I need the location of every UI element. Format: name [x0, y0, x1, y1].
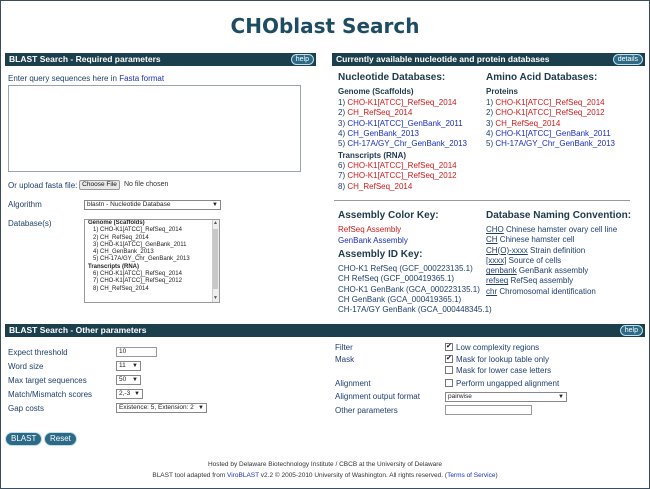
- list-item: [xxxx] Source of cells: [486, 255, 562, 265]
- word-size-select[interactable]: 11 ▼: [116, 361, 141, 371]
- list-item: 1) CHO-K1[ATCC]_RefSeq_2014: [338, 98, 457, 107]
- filter-label: Filter: [335, 343, 353, 352]
- other-params-input[interactable]: [445, 405, 532, 415]
- low-complexity-label: Low complexity regions: [456, 343, 540, 352]
- list-item: CH-17A/GY GenBank (GCA_000448345.1): [338, 305, 492, 315]
- databases-bar-title: Currently available nucleotide and protein databases: [336, 54, 550, 64]
- no-file-label: No file chosen: [124, 181, 169, 188]
- list-item: 2) CHO-K1[ATCC]_RefSeq_2012: [486, 108, 605, 118]
- list-item: CHO-K1 GenBank (GCA_000223135.1): [338, 284, 480, 294]
- databases-bar: [332, 53, 645, 66]
- scrollbar-thumb[interactable]: [213, 229, 218, 289]
- id-key-list: [338, 264, 492, 315]
- match-mismatch-select[interactable]: 2,-3 ▼: [116, 389, 143, 399]
- list-item: CH(O)-xxxx Strain definition: [486, 245, 586, 255]
- output-format-select[interactable]: pairwise ▼: [445, 392, 567, 402]
- genbank-assembly-key: GenBank Assembly: [338, 236, 408, 245]
- low-complexity-checkbox[interactable]: [445, 343, 453, 351]
- other-params-title: BLAST Search - Other parameters: [9, 325, 147, 335]
- list-item: CHO-K1 RefSeq (GCF_000223135.1): [338, 264, 473, 273]
- scroll-up-icon[interactable]: ▲: [213, 220, 218, 226]
- gap-costs-select[interactable]: Existence: 5, Extension: 2 ▼: [116, 403, 207, 413]
- list-item: 7) CHO-K1[ATCC]_RefSeq_2012: [338, 171, 457, 181]
- dropdown-arrow-icon: ▼: [198, 405, 204, 411]
- list-item: 3) CH_RefSeq_2014: [486, 118, 561, 128]
- refseq-assembly-key: RefSeq Assembly: [338, 225, 402, 234]
- mask-lower-label: Mask for lower case letters: [456, 366, 552, 375]
- output-format-label: Alignment output format: [335, 392, 420, 401]
- list-item[interactable]: 5) CH-17A/GY_Chr_GenBank_2013: [93, 256, 190, 263]
- upload-label: Or upload fasta file:: [8, 181, 78, 190]
- max-target-label: Max target sequences: [8, 376, 87, 385]
- list-item: CH Chinese hamster cell: [486, 235, 575, 245]
- algorithm-select[interactable]: blastn - Nucleotide Database ▼: [84, 200, 221, 210]
- amino-header: Amino Acid Databases:: [486, 72, 598, 83]
- listbox-group-genome: Genome (Scaffolds): [88, 220, 145, 226]
- alignment-label: Alignment: [335, 379, 371, 388]
- required-params-title: BLAST Search - Required parameters: [9, 54, 161, 64]
- fasta-format-link[interactable]: Fasta format: [119, 74, 165, 83]
- section-divider: [334, 200, 630, 201]
- naming-list: [486, 225, 617, 297]
- list-item: 4) CH_GenBank_2013: [338, 128, 419, 138]
- dropdown-arrow-icon: ▼: [212, 202, 218, 208]
- mask-lower-checkbox[interactable]: [445, 366, 453, 374]
- dropdown-arrow-icon: ▼: [132, 363, 138, 369]
- list-item: 8) CH_RefSeq_2014: [338, 181, 413, 191]
- protein-list: [486, 98, 615, 149]
- list-item: refseq RefSeq assembly: [486, 276, 574, 286]
- other-params-bar: [5, 324, 645, 337]
- list-item: 1) CHO-K1[ATCC]_RefSeq_2014: [486, 98, 605, 107]
- list-item[interactable]: 4) CH_GenBank_2013: [93, 249, 154, 256]
- list-item: genbank GenBank assembly: [486, 266, 589, 276]
- list-item: 3) CHO-K1[ATCC]_GenBank_2011: [338, 118, 463, 128]
- dropdown-arrow-icon: ▼: [558, 394, 564, 400]
- listbox-group-transcripts: Transcripts (RNA): [88, 263, 140, 270]
- transcript-list: [338, 161, 457, 192]
- dropdown-arrow-icon: ▼: [134, 391, 140, 397]
- expect-input[interactable]: 10: [116, 347, 157, 357]
- list-item: 4) CHO-K1[ATCC]_GenBank_2011: [486, 128, 611, 138]
- mask-label: Mask: [335, 355, 355, 364]
- naming-header: Database Naming Convention:: [486, 210, 632, 221]
- query-label: Enter query sequences here in Fasta format: [8, 74, 165, 83]
- list-item[interactable]: 3) CHO-K1[ATCC]_GenBank_2011: [93, 241, 187, 248]
- blast-button[interactable]: BLAST: [5, 432, 42, 446]
- footer-hosted: Hosted by Delaware Biotechnology Institute / CBCB at the University of Delaware: [207, 461, 443, 468]
- mask-lookup-label: Mask for lookup table only: [456, 355, 549, 364]
- required-params-bar: [5, 53, 316, 66]
- color-key-header: Assembly Color Key:: [338, 210, 439, 221]
- list-item: CHO Chinese hamster ovary cell line: [486, 225, 618, 234]
- list-item: chr Chromosomal identification: [486, 286, 596, 296]
- list-item: CH GenBank (GCA_000419365.1): [338, 294, 462, 304]
- ungapped-checkbox[interactable]: [445, 379, 453, 387]
- terms-link[interactable]: Terms of Service: [447, 472, 496, 479]
- nucleotide-header: Nucleotide Databases:: [338, 72, 446, 83]
- id-key-header: Assembly ID Key:: [338, 249, 423, 260]
- reset-button[interactable]: Reset: [44, 432, 77, 446]
- transcripts-header: Transcripts (RNA): [338, 151, 407, 160]
- required-help-button[interactable]: help: [291, 54, 314, 65]
- list-item: CH RefSeq (GCF_000419365.1): [338, 274, 455, 284]
- choose-file-button[interactable]: Choose File: [79, 180, 120, 190]
- match-mismatch-label: Match/Mismatch scores: [8, 390, 93, 399]
- list-item[interactable]: 2) CH_RefSeq_2014: [93, 234, 149, 241]
- other-params-label: Other parameters: [335, 406, 398, 415]
- scaffolds-header: Genome (Scaffolds): [338, 87, 414, 96]
- list-item[interactable]: 8) CH_RefSeq_2014: [93, 285, 149, 292]
- scaffold-list: [338, 98, 467, 149]
- database-label: Database(s): [8, 219, 52, 228]
- scroll-down-icon[interactable]: ▼: [213, 295, 218, 301]
- list-item[interactable]: 6) CHO-K1[ATCC]_RefSeq_2014: [93, 271, 182, 278]
- list-item: 6) CHO-K1[ATCC]_RefSeq_2014: [338, 161, 457, 170]
- gap-costs-label: Gap costs: [8, 404, 45, 413]
- mask-lookup-checkbox[interactable]: [445, 355, 453, 363]
- details-button[interactable]: details: [613, 54, 643, 65]
- word-size-label: Word size: [8, 362, 44, 371]
- expect-label: Expect threshold: [8, 348, 68, 357]
- database-listbox[interactable]: [84, 219, 220, 303]
- query-textarea[interactable]: [8, 85, 301, 172]
- dropdown-arrow-icon: ▼: [132, 377, 138, 383]
- listbox-scrollbar[interactable]: [212, 220, 219, 302]
- footer-credits: BLAST tool adapted from ViroBLAST v2.2 © 2005-2010 University of Washington. All rights reserved. (Terms of Service): [152, 472, 498, 479]
- max-target-select[interactable]: 50 ▼: [116, 375, 141, 385]
- proteins-header: Proteins: [486, 87, 519, 96]
- algorithm-label: Algorithm: [8, 200, 42, 209]
- ungapped-label: Perform ungapped alignment: [456, 379, 560, 388]
- page-title: CHOblast Search: [230, 14, 420, 38]
- list-item[interactable]: 1) CHO-K1[ATCC]_RefSeq_2014: [93, 227, 182, 234]
- list-item: 5) CH-17A/GY_Chr_GenBank_2013: [486, 139, 615, 149]
- other-help-button[interactable]: help: [620, 325, 643, 336]
- viroblast-link[interactable]: ViroBLAST: [227, 472, 259, 479]
- list-item[interactable]: 7) CHO-K1[ATCC]_RefSeq_2012: [93, 278, 182, 285]
- list-item: 2) CH_RefSeq_2014: [338, 108, 413, 118]
- list-item: 5) CH-17A/GY_Chr_GenBank_2013: [338, 139, 467, 149]
